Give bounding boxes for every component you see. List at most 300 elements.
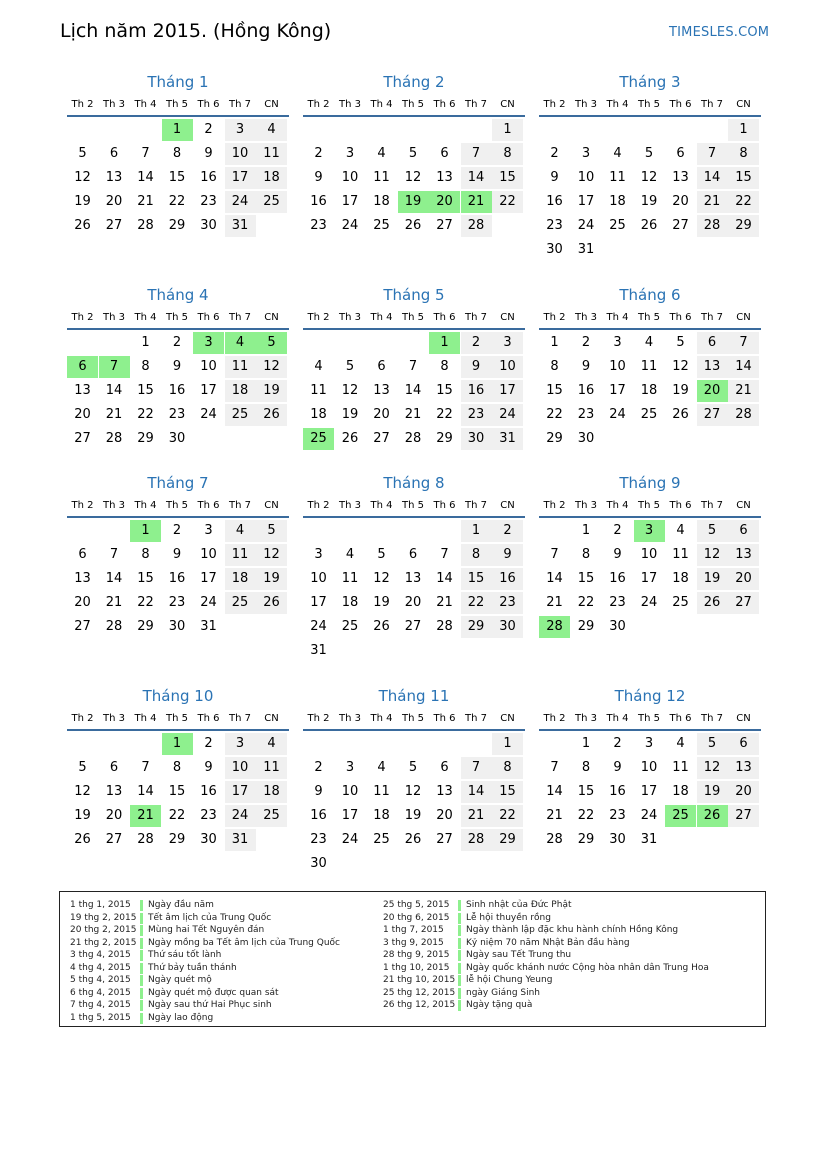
day-cell: 11 (672, 547, 689, 562)
weekday-label: Th 7 (465, 500, 487, 511)
holiday-day-cell: 1 (429, 332, 460, 354)
day-cell: 8 (172, 760, 182, 775)
weekday-label: Th 6 (669, 99, 692, 110)
weekday-header (539, 713, 761, 727)
day-cell: 5 (697, 520, 728, 542)
weekday-label: Th 4 (134, 312, 157, 323)
day-cell: 11 (310, 383, 327, 398)
day-cell: 5 (256, 520, 287, 542)
day-cell: 22 (436, 407, 453, 422)
header-divider (67, 328, 289, 330)
day-cell: 15 (137, 571, 154, 586)
weekday-label: Th 7 (229, 713, 251, 724)
weekday-label: Th 6 (197, 500, 220, 511)
day-cell: 13 (74, 571, 91, 586)
holiday-day-cell: 7 (99, 356, 130, 378)
day-cell: 12 (697, 757, 728, 779)
day-cell: 19 (74, 194, 91, 209)
day-cell: 29 (546, 431, 563, 446)
day-cell: 11 (672, 760, 689, 775)
day-cell: 21 (728, 380, 759, 402)
day-cell: 26 (74, 832, 91, 847)
day-cell: 2 (550, 146, 559, 161)
day-cell: 10 (492, 356, 523, 378)
day-cell: 12 (672, 359, 689, 374)
day-cell: 11 (640, 359, 658, 374)
day-cell: 5 (408, 760, 418, 775)
holiday-name: Ngày thành lập đặc khu hành chính Hồng Kông (466, 925, 679, 935)
weekday-label: CN (264, 713, 279, 724)
day-cell: 12 (404, 170, 422, 185)
day-cell: 26 (341, 431, 359, 446)
day-cell: 5 (78, 146, 87, 161)
day-cell: 15 (137, 383, 154, 398)
weekday-label: Th 3 (339, 99, 361, 110)
day-cell: 12 (640, 170, 658, 185)
holiday-date: 3 thg 4, 2015 (70, 950, 131, 960)
holiday-name: Tết âm lịch của Trung Quốc (148, 912, 272, 923)
day-cell: 4 (225, 520, 256, 542)
day-cell: 1 (581, 523, 591, 538)
day-cell: 16 (200, 784, 217, 799)
day-cell: 26 (404, 832, 422, 847)
holiday-legend (59, 891, 766, 1027)
weekday-label: Th 2 (543, 500, 566, 511)
day-cell: 21 (697, 191, 728, 213)
day-cell: 25 (672, 595, 689, 610)
day-cell: 11 (373, 784, 390, 799)
day-cell: 6 (440, 146, 449, 161)
day-cell: 22 (728, 191, 759, 213)
holiday-marker (458, 1000, 461, 1011)
day-cell: 17 (341, 808, 359, 823)
day-cell: 14 (697, 167, 728, 189)
holiday-day-cell: 19 (398, 191, 429, 213)
day-cell: 6 (78, 547, 87, 562)
day-cell: 14 (546, 571, 563, 586)
weekday-label: Th 6 (433, 500, 456, 511)
day-cell: 3 (345, 760, 355, 775)
day-cell: 16 (461, 380, 492, 402)
day-cell: 14 (436, 571, 453, 586)
day-cell: 9 (613, 760, 622, 775)
day-cell: 5 (377, 547, 386, 562)
day-cell: 10 (577, 170, 595, 185)
weekday-label: Th 5 (638, 99, 660, 110)
holiday-marker (140, 1000, 143, 1011)
day-cell: 27 (105, 218, 123, 233)
weekday-label: Th 6 (433, 99, 456, 110)
day-cell: 29 (168, 832, 186, 847)
day-cell: 1 (141, 335, 150, 350)
holiday-date: 28 thg 9, 2015 (383, 950, 450, 960)
day-cell: 1 (550, 335, 559, 350)
day-cell: 12 (74, 784, 91, 799)
day-cell: 29 (436, 431, 453, 446)
holiday-name: Kỷ niệm 70 năm Nhật Bản đầu hàng (466, 937, 630, 948)
holiday-marker (140, 950, 143, 961)
header-divider (539, 328, 761, 330)
holiday-name: Lễ hội thuyền rồng (466, 912, 551, 923)
weekday-label: Th 7 (229, 312, 251, 323)
day-cell: 28 (697, 215, 728, 237)
page-title: Lịch năm 2015. (Hồng Kông) (60, 20, 332, 42)
day-cell: 17 (341, 194, 359, 209)
day-cell: 7 (461, 143, 492, 165)
day-cell: 17 (200, 571, 217, 586)
holiday-date: 21 thg 10, 2015 (383, 975, 456, 985)
day-cell: 3 (314, 547, 323, 562)
day-cell: 3 (345, 146, 355, 161)
day-cell: 13 (672, 170, 689, 185)
day-cell: 3 (492, 332, 523, 354)
day-cell: 2 (172, 335, 182, 350)
weekday-label: Th 4 (370, 99, 393, 110)
holiday-marker (458, 963, 461, 974)
weekday-header (539, 500, 761, 514)
holiday-name: Ngày đầu năm (148, 900, 214, 910)
weekday-label: Th 6 (197, 713, 220, 724)
day-cell: 24 (200, 407, 217, 422)
month-title: Tháng 12 (614, 687, 686, 705)
header-divider (67, 115, 289, 117)
day-cell: 15 (436, 383, 453, 398)
weekday-label: CN (264, 99, 279, 110)
header-divider (539, 115, 761, 117)
weekday-label: Th 3 (103, 713, 125, 724)
day-cell: 27 (105, 832, 123, 847)
day-cell: 21 (137, 194, 154, 209)
day-cell: 26 (640, 218, 658, 233)
day-cell: 30 (200, 832, 217, 847)
day-cell: 13 (728, 544, 759, 566)
day-cell: 13 (74, 383, 91, 398)
day-cell: 10 (341, 170, 359, 185)
day-cell: 18 (256, 167, 287, 189)
day-cell: 7 (408, 359, 418, 374)
day-cell: 1 (492, 119, 523, 141)
weekday-header (67, 500, 289, 514)
holiday-marker (458, 975, 461, 986)
day-cell: 18 (609, 194, 626, 209)
day-cell: 19 (640, 194, 658, 209)
day-cell: 2 (314, 146, 323, 161)
day-cell: 8 (550, 359, 559, 374)
day-cell: 6 (697, 332, 728, 354)
day-cell: 17 (492, 380, 523, 402)
day-cell: 13 (105, 784, 123, 799)
day-cell: 16 (310, 808, 327, 823)
holiday-day-cell: 5 (256, 332, 287, 354)
day-cell: 23 (310, 218, 327, 233)
day-cell: 28 (105, 619, 123, 634)
day-cell: 11 (225, 356, 256, 378)
day-cell: 29 (137, 431, 154, 446)
day-cell: 22 (492, 191, 523, 213)
holiday-marker (140, 975, 143, 986)
day-cell: 2 (204, 122, 213, 137)
month-title: Tháng 7 (147, 474, 209, 492)
holiday-date: 20 thg 2, 2015 (70, 925, 137, 935)
holiday-date: 7 thg 4, 2015 (70, 1000, 131, 1010)
day-cell: 9 (172, 359, 182, 374)
weekday-label: Th 7 (465, 99, 487, 110)
header-divider (303, 729, 525, 731)
day-cell: 14 (461, 781, 492, 803)
weekday-label: Th 5 (166, 99, 188, 110)
holiday-date: 20 thg 6, 2015 (383, 912, 450, 923)
day-cell: 2 (172, 523, 182, 538)
weekday-header (67, 99, 289, 113)
day-cell: 20 (672, 194, 689, 209)
weekday-label: Th 7 (701, 99, 723, 110)
month-title: Tháng 9 (619, 474, 681, 492)
day-cell: 10 (225, 757, 256, 779)
day-cell: 20 (728, 781, 759, 803)
holiday-date: 1 thg 1, 2015 (70, 900, 131, 910)
day-cell: 10 (640, 547, 658, 562)
day-cell: 18 (225, 380, 256, 402)
month-title: Tháng 2 (383, 73, 445, 91)
day-cell: 3 (613, 335, 622, 350)
day-cell: 25 (341, 619, 359, 634)
day-cell: 17 (225, 167, 256, 189)
weekday-label: Th 3 (339, 500, 361, 511)
day-cell: 25 (225, 404, 256, 426)
day-cell: 24 (341, 218, 359, 233)
weekday-label: Th 7 (229, 500, 251, 511)
day-cell: 17 (577, 194, 595, 209)
day-cell: 20 (74, 407, 91, 422)
day-cell: 1 (492, 733, 523, 755)
day-cell: 16 (609, 784, 626, 799)
day-cell: 7 (141, 760, 150, 775)
day-cell: 3 (644, 736, 654, 751)
holiday-day-cell: 21 (130, 805, 161, 827)
weekday-label: Th 5 (166, 312, 188, 323)
weekday-label: Th 2 (307, 500, 330, 511)
day-cell: 28 (728, 404, 759, 426)
holiday-name: ngày Giáng Sinh (466, 987, 541, 998)
day-cell: 23 (310, 832, 327, 847)
weekday-label: Th 5 (638, 312, 660, 323)
day-cell: 22 (168, 808, 186, 823)
weekday-label: Th 6 (197, 312, 220, 323)
day-cell: 18 (373, 194, 390, 209)
day-cell: 9 (492, 544, 523, 566)
holiday-name: Thứ bảy tuần thánh (148, 962, 237, 973)
weekday-label: CN (736, 312, 751, 323)
day-cell: 16 (546, 194, 563, 209)
holiday-marker (140, 938, 143, 949)
weekday-label: Th 4 (370, 500, 393, 511)
day-cell: 7 (109, 547, 119, 562)
day-cell: 15 (168, 784, 186, 799)
day-cell: 22 (492, 805, 523, 827)
day-cell: 12 (404, 784, 422, 799)
holiday-day-cell: 4 (225, 332, 256, 354)
day-cell: 18 (672, 571, 689, 586)
weekday-label: Th 5 (402, 99, 424, 110)
day-cell: 30 (609, 619, 626, 634)
day-cell: 5 (644, 146, 654, 161)
day-cell: 29 (137, 619, 154, 634)
day-cell: 23 (577, 407, 595, 422)
day-cell: 31 (640, 832, 658, 847)
day-cell: 19 (341, 407, 359, 422)
site-link[interactable]: TIMESLES.COM (669, 25, 770, 40)
day-cell: 22 (168, 194, 186, 209)
month-title: Tháng 1 (147, 73, 209, 91)
month-title: Tháng 4 (147, 286, 209, 304)
month-title: Tháng 6 (619, 286, 681, 304)
day-cell: 23 (461, 404, 492, 426)
day-cell: 19 (697, 568, 728, 590)
day-cell: 10 (609, 359, 626, 374)
day-cell: 15 (461, 568, 492, 590)
weekday-label: Th 4 (370, 312, 393, 323)
day-cell: 25 (225, 592, 256, 614)
day-cell: 27 (436, 218, 453, 233)
month-title: Tháng 8 (383, 474, 445, 492)
month-title: Tháng 11 (378, 687, 450, 705)
day-cell: 21 (105, 407, 123, 422)
weekday-header (539, 99, 761, 113)
day-cell: 30 (492, 616, 523, 638)
header-divider (67, 516, 289, 518)
day-cell: 23 (609, 595, 626, 610)
day-cell: 30 (168, 431, 186, 446)
weekday-label: Th 2 (307, 312, 330, 323)
day-cell: 20 (436, 808, 453, 823)
holiday-name: Ngày sau Tết Trung thu (466, 950, 572, 960)
day-cell: 24 (640, 808, 658, 823)
day-cell: 16 (200, 170, 217, 185)
day-cell: 19 (404, 808, 422, 823)
day-cell: 10 (640, 760, 658, 775)
day-cell: 31 (225, 829, 256, 851)
day-cell: 8 (461, 544, 492, 566)
weekday-label: Th 4 (606, 99, 629, 110)
day-cell: 16 (168, 383, 186, 398)
day-cell: 29 (577, 832, 595, 847)
day-cell: 9 (314, 784, 323, 799)
day-cell: 24 (225, 191, 256, 213)
day-cell: 19 (373, 595, 390, 610)
day-cell: 16 (168, 571, 186, 586)
day-cell: 30 (310, 856, 327, 871)
weekday-label: Th 5 (402, 500, 424, 511)
day-cell: 21 (461, 805, 492, 827)
day-cell: 23 (168, 595, 186, 610)
day-cell: 5 (697, 733, 728, 755)
day-cell: 21 (546, 595, 563, 610)
weekday-label: CN (264, 312, 279, 323)
holiday-day-cell: 3 (193, 332, 224, 354)
weekday-label: Th 3 (103, 500, 125, 511)
weekday-label: Th 6 (433, 713, 456, 724)
day-cell: 12 (74, 170, 91, 185)
day-cell: 19 (256, 568, 287, 590)
day-cell: 1 (461, 520, 492, 542)
weekday-header (303, 99, 525, 113)
holiday-marker (140, 925, 143, 936)
weekday-label: Th 2 (71, 500, 94, 511)
day-cell: 7 (550, 547, 559, 562)
weekday-label: Th 4 (606, 500, 629, 511)
day-cell: 20 (105, 808, 123, 823)
day-cell: 17 (200, 383, 217, 398)
day-cell: 15 (577, 784, 595, 799)
day-cell: 4 (256, 119, 287, 141)
day-cell: 25 (373, 218, 390, 233)
day-cell: 14 (461, 167, 492, 189)
day-cell: 16 (310, 194, 327, 209)
day-cell: 5 (78, 760, 87, 775)
holiday-day-cell: 1 (162, 733, 193, 755)
day-cell: 18 (672, 784, 689, 799)
day-cell: 14 (105, 383, 123, 398)
holiday-date: 25 thg 12, 2015 (383, 987, 456, 998)
weekday-label: Th 2 (71, 312, 94, 323)
day-cell: 8 (581, 547, 591, 562)
header-divider (303, 115, 525, 117)
day-cell: 26 (697, 592, 728, 614)
day-cell: 30 (200, 218, 217, 233)
day-cell: 20 (74, 595, 91, 610)
weekday-label: Th 5 (638, 713, 660, 724)
day-cell: 4 (613, 146, 622, 161)
day-cell: 5 (345, 359, 355, 374)
weekday-label: CN (500, 713, 515, 724)
header-divider (539, 516, 761, 518)
day-cell: 28 (137, 832, 154, 847)
holiday-day-cell: 6 (67, 356, 98, 378)
holiday-day-cell: 20 (697, 380, 728, 402)
holiday-day-cell: 25 (303, 428, 334, 450)
weekday-label: CN (736, 713, 751, 724)
weekday-label: Th 5 (166, 500, 188, 511)
day-cell: 9 (461, 356, 492, 378)
holiday-name: Ngày quốc khánh nước Cộng hòa nhân dân Trung Hoa (466, 962, 709, 973)
holiday-day-cell: 20 (429, 191, 460, 213)
day-cell: 11 (256, 143, 287, 165)
day-cell: 13 (436, 784, 453, 799)
holiday-date: 1 thg 5, 2015 (70, 1012, 131, 1023)
day-cell: 4 (256, 733, 287, 755)
day-cell: 11 (373, 170, 390, 185)
weekday-label: Th 7 (701, 713, 723, 724)
day-cell: 26 (256, 592, 287, 614)
day-cell: 20 (728, 568, 759, 590)
holiday-date: 25 thg 5, 2015 (383, 900, 450, 910)
holiday-name: Ngày mồng ba Tết âm lịch của Trung Quốc (148, 937, 340, 948)
day-cell: 27 (436, 832, 453, 847)
day-cell: 17 (225, 781, 256, 803)
day-cell: 27 (728, 805, 759, 827)
day-cell: 12 (256, 356, 287, 378)
day-cell: 15 (492, 167, 523, 189)
day-cell: 17 (310, 595, 327, 610)
day-cell: 2 (492, 520, 523, 542)
month-title: Tháng 10 (142, 687, 214, 705)
weekday-label: Th 2 (543, 99, 566, 110)
day-cell: 22 (577, 595, 595, 610)
month-title: Tháng 5 (383, 286, 445, 304)
weekday-label: Th 5 (166, 713, 188, 724)
day-cell: 9 (172, 547, 182, 562)
day-cell: 24 (492, 404, 523, 426)
